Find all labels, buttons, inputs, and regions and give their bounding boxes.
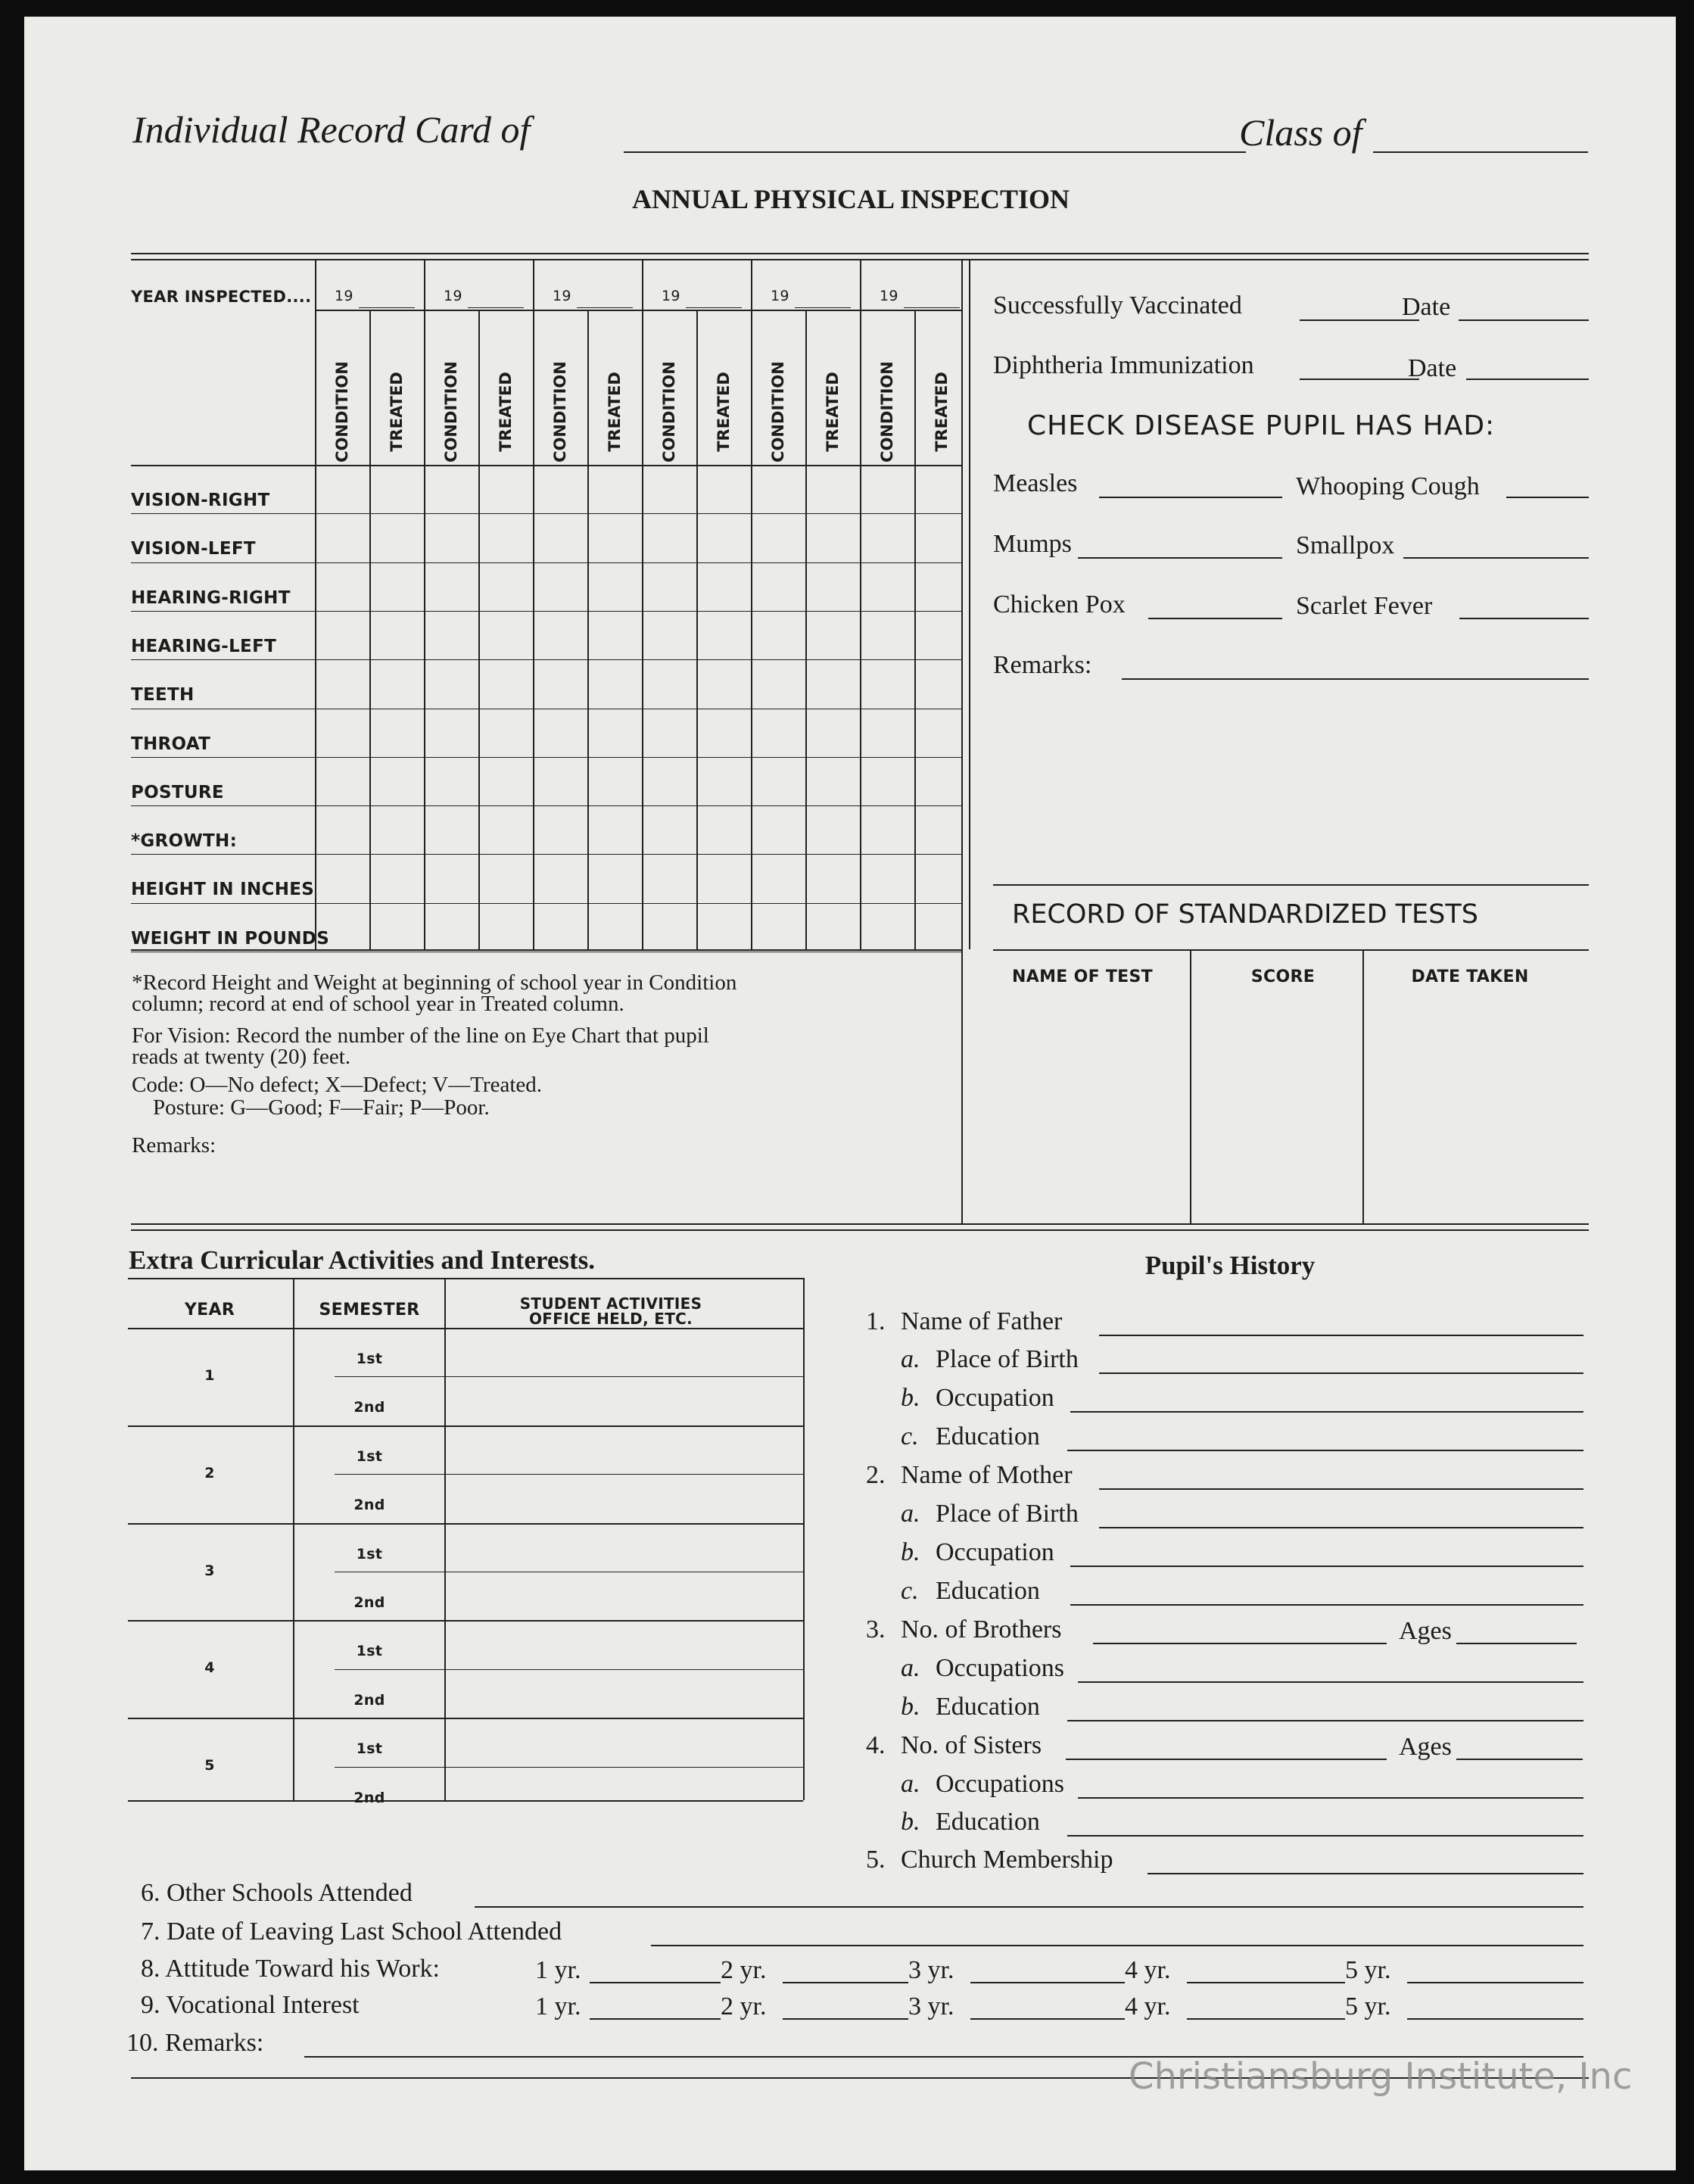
activity-cell-1-2[interactable]: [471, 1381, 789, 1420]
activity-cell-5-2[interactable]: [471, 1771, 789, 1811]
class-label: Class of: [1239, 111, 1362, 154]
history-line-11[interactable]: [1067, 1720, 1583, 1721]
middle-rule: [131, 1223, 1589, 1225]
semester-4-2: 2nd: [353, 1691, 385, 1709]
history-num-10: a.: [901, 1654, 920, 1682]
year-label-9-3: 3 yr.: [908, 1992, 954, 2020]
col-office-held: OFFICE HELD, ETC.: [528, 1310, 693, 1328]
row-label-hearing-right: HEARING-RIGHT: [131, 587, 291, 608]
year-label-8-2: 2 yr.: [721, 1956, 767, 1984]
history-line-7[interactable]: [1070, 1566, 1583, 1567]
history-heading: Pupil's History: [1144, 1251, 1316, 1280]
treated-header: TREATED: [933, 372, 951, 452]
treated-header: TREATED: [606, 372, 624, 452]
bottom-item-8: 8. Attitude Toward his Work:: [141, 1955, 441, 1983]
semester-3-2: 2nd: [353, 1594, 385, 1611]
chicken-pox-line[interactable]: [1148, 618, 1282, 619]
col-year: YEAR: [184, 1301, 235, 1319]
attitude-line-9-3[interactable]: [970, 2018, 1125, 2020]
disease-smallpox: Smallpox: [1296, 531, 1395, 559]
history-item-place-of-birth: Place of Birth: [936, 1500, 1079, 1528]
year-inspected-label: YEAR INSPECTED....: [131, 288, 312, 306]
semester-2-2: 2nd: [353, 1497, 385, 1514]
history-num-11: b.: [901, 1693, 920, 1721]
year-4: 4: [204, 1659, 215, 1677]
top-rule: [131, 253, 1589, 254]
condition-header: CONDITION: [878, 361, 896, 463]
student-name-line[interactable]: [624, 151, 1246, 153]
bottom-item-9: 9. Vocational Interest: [141, 1991, 360, 2019]
history-line-9[interactable]: [1093, 1643, 1387, 1644]
ages-label: Ages: [1399, 1617, 1452, 1645]
semester-5-2: 2nd: [353, 1789, 385, 1806]
disease-whooping-cough: Whooping Cough: [1296, 472, 1480, 500]
year-5-line[interactable]: [795, 307, 851, 308]
semester-1-2: 2nd: [353, 1399, 385, 1416]
attitude-line-8-2[interactable]: [783, 1982, 908, 1983]
row-label-weight-in-pounds: WEIGHT IN POUNDS: [131, 928, 330, 949]
activity-cell-4-2[interactable]: [471, 1674, 789, 1713]
activities-heading: Extra Curricular Activities and Interests.: [129, 1245, 596, 1275]
activity-cell-3-2[interactable]: [471, 1576, 789, 1615]
ages-line-12[interactable]: [1456, 1759, 1583, 1760]
semester-4-1: 1st: [356, 1643, 383, 1660]
treated-header: TREATED: [715, 372, 733, 452]
scarlet-fever-line[interactable]: [1459, 618, 1589, 619]
attitude-line-8-4[interactable]: [1187, 1982, 1345, 1983]
activity-cell-2-2[interactable]: [471, 1478, 789, 1518]
vaccinated-date-line[interactable]: [1459, 319, 1589, 321]
condition-header: CONDITION: [769, 361, 787, 463]
disease-mumps: Mumps: [993, 530, 1072, 558]
history-item-education: Education: [936, 1422, 1040, 1450]
attitude-line-8-3[interactable]: [970, 1982, 1125, 1983]
condition-header: CONDITION: [442, 361, 460, 463]
condition-header: CONDITION: [551, 361, 569, 463]
attitude-line-9-5[interactable]: [1407, 2018, 1583, 2020]
condition-header: CONDITION: [660, 361, 678, 463]
activity-cell-1-1[interactable]: [471, 1332, 789, 1372]
activity-cell-2-1[interactable]: [471, 1430, 789, 1469]
vaccinated-date-label: Date: [1402, 293, 1451, 321]
history-num-14: b.: [901, 1808, 920, 1836]
attitude-line-9-1[interactable]: [590, 2018, 721, 2020]
mumps-line[interactable]: [1078, 557, 1282, 559]
history-line-5[interactable]: [1099, 1488, 1583, 1490]
history-item-name-of-mother: Name of Mother: [901, 1461, 1073, 1489]
year-label-9-2: 2 yr.: [721, 1992, 767, 2020]
diphtheria-date-label: Date: [1408, 354, 1457, 382]
row-label-throat: THROAT: [131, 734, 211, 754]
inspection-heading: ANNUAL PHYSICAL INSPECTION: [631, 184, 1070, 214]
history-line-4[interactable]: [1067, 1450, 1583, 1451]
condition-header: CONDITION: [333, 361, 351, 463]
immunization-remarks-line[interactable]: [1122, 678, 1589, 680]
ages-line-9[interactable]: [1456, 1643, 1577, 1644]
history-line-1[interactable]: [1099, 1335, 1583, 1336]
attitude-line-9-4[interactable]: [1187, 2018, 1345, 2020]
disease-heading: CHECK DISEASE PUPIL HAS HAD:: [1027, 410, 1496, 441]
history-line-8[interactable]: [1070, 1604, 1583, 1606]
col-date-taken: DATE TAKEN: [1411, 967, 1529, 986]
col-semester: SEMESTER: [319, 1301, 420, 1319]
year-label-9-5: 5 yr.: [1345, 1992, 1391, 2020]
diphtheria-label: Diphtheria Immunization: [993, 351, 1254, 379]
attitude-line-8-1[interactable]: [590, 1982, 721, 1983]
row-label-hearing-left: HEARING-LEFT: [131, 636, 277, 656]
semester-5-1: 1st: [356, 1740, 383, 1758]
history-item-occupations: Occupations: [936, 1654, 1064, 1682]
tests-heading: RECORD OF STANDARDIZED TESTS: [1012, 899, 1478, 930]
whooping-cough-line[interactable]: [1506, 497, 1589, 498]
history-line-12[interactable]: [1066, 1759, 1387, 1760]
year-label-8-1: 1 yr.: [535, 1956, 581, 1984]
history-line-6[interactable]: [1099, 1527, 1583, 1528]
year-label-9-1: 1 yr.: [535, 1992, 581, 2020]
history-num-2: a.: [901, 1345, 920, 1373]
history-item-no-of-brothers: No. of Brothers: [901, 1615, 1062, 1643]
activity-cell-3-1[interactable]: [471, 1528, 789, 1567]
row-label-vision-left: VISION-LEFT: [131, 539, 256, 559]
row-label-vision-right: VISION-RIGHT: [131, 491, 270, 510]
year-6-prefix: 19: [880, 288, 898, 304]
year-2-line[interactable]: [468, 307, 524, 308]
year-1: 1: [204, 1367, 215, 1384]
history-num-1: 1.: [866, 1307, 886, 1335]
history-item-occupation: Occupation: [936, 1384, 1054, 1412]
semester-3-1: 1st: [356, 1545, 383, 1562]
attitude-line-9-2[interactable]: [783, 2018, 908, 2020]
year-2-prefix: 19: [444, 288, 462, 304]
history-line-3[interactable]: [1070, 1411, 1583, 1413]
bottom-item-10: 10. Remarks:: [126, 2029, 264, 2057]
year-4-prefix: 19: [662, 288, 680, 304]
history-num-12: 4.: [866, 1731, 886, 1759]
col-student-activities: STUDENT ACTIVITIES: [519, 1295, 702, 1313]
bottom-line-7[interactable]: [651, 1945, 1583, 1946]
year-5: 5: [204, 1757, 215, 1774]
history-line-2[interactable]: [1099, 1372, 1583, 1374]
diphtheria-date-line[interactable]: [1466, 379, 1589, 380]
vaccinated-label: Successfully Vaccinated: [993, 291, 1242, 319]
history-item-place-of-birth: Place of Birth: [936, 1345, 1079, 1373]
history-num-3: b.: [901, 1384, 920, 1412]
history-num-5: 2.: [866, 1461, 886, 1489]
history-num-13: a.: [901, 1770, 920, 1798]
year-label-9-4: 4 yr.: [1125, 1992, 1171, 2020]
ages-label: Ages: [1399, 1733, 1452, 1761]
class-line[interactable]: [1373, 151, 1588, 153]
year-1-prefix: 19: [335, 288, 353, 304]
year-5-prefix: 19: [771, 288, 789, 304]
history-item-education: Education: [936, 1808, 1040, 1836]
disease-scarlet-fever: Scarlet Fever: [1296, 592, 1433, 620]
history-line-10[interactable]: [1078, 1681, 1583, 1683]
history-num-4: c.: [901, 1422, 919, 1450]
row-label-teeth: TEETH: [131, 685, 195, 706]
activity-cell-5-1[interactable]: [471, 1722, 789, 1762]
disease-chicken-pox: Chicken Pox: [993, 590, 1126, 618]
bottom-item-6: 6. Other Schools Attended: [141, 1879, 413, 1907]
history-line-15[interactable]: [1147, 1873, 1583, 1874]
immunization-remarks-label: Remarks:: [993, 651, 1092, 679]
measles-line[interactable]: [1099, 497, 1282, 498]
history-num-7: b.: [901, 1538, 920, 1566]
watermark: Christiansburg Institute, Inc: [1129, 2055, 1633, 2098]
history-item-church-membership: Church Membership: [901, 1846, 1113, 1874]
row-label-growth: *GROWTH:: [131, 831, 238, 852]
year-6-line[interactable]: [904, 307, 960, 308]
center-divider: [961, 259, 963, 1223]
year-3: 3: [204, 1562, 215, 1579]
history-num-15: 5.: [866, 1846, 886, 1874]
smallpox-line[interactable]: [1403, 557, 1589, 559]
year-4-line[interactable]: [686, 307, 742, 308]
history-line-14[interactable]: [1067, 1835, 1583, 1837]
year-2: 2: [204, 1464, 215, 1481]
year-3-line[interactable]: [577, 307, 633, 308]
treated-header: TREATED: [388, 372, 406, 452]
history-num-6: a.: [901, 1500, 920, 1528]
card-title: Individual Record Card of: [132, 108, 531, 151]
row-label-height-in-inches: HEIGHT IN INCHES: [131, 880, 315, 900]
year-label-8-3: 3 yr.: [908, 1956, 954, 1984]
semester-1-1: 1st: [356, 1351, 383, 1367]
bottom-line-6[interactable]: [475, 1906, 1583, 1908]
col-name-of-test: NAME OF TEST: [1012, 967, 1153, 986]
history-item-occupations: Occupations: [936, 1770, 1064, 1798]
bottom-item-7: 7. Date of Leaving Last School Attended: [141, 1918, 562, 1946]
row-label-posture: POSTURE: [131, 782, 224, 802]
history-num-8: c.: [901, 1577, 919, 1605]
year-label-8-4: 4 yr.: [1125, 1956, 1171, 1984]
year-1-line[interactable]: [359, 307, 415, 308]
history-item-education: Education: [936, 1693, 1040, 1721]
history-item-education: Education: [936, 1577, 1040, 1605]
attitude-line-8-5[interactable]: [1407, 1982, 1583, 1983]
year-label-8-5: 5 yr.: [1345, 1956, 1391, 1984]
year-3-prefix: 19: [553, 288, 571, 304]
history-num-9: 3.: [866, 1615, 886, 1643]
treated-header: TREATED: [497, 372, 515, 452]
history-item-name-of-father: Name of Father: [901, 1307, 1063, 1335]
diphtheria-line[interactable]: [1300, 379, 1419, 380]
record-card-page: Individual Record Card of Class of ANNUAL PHYSICAL INSPECTION YEAR INSPECTED.... 19 19 19 19 19 19 CONDITION TREATED CONDITION TREATED CONDITION TREATED CONDITION TREATED CONDITION TREATED CONDITION TREATED VISION-RIGHT VISION-LEFT HEARING-RIGHT HEARING-LEFT TEETH THROAT POSTURE *GROWTH: HEIGHT IN INCHES WEIGHT IN POUNDS *Record Height and Weight at beginning of school year in Condition column; record at end of school year in Treated column. For Vision: Record the number of the line on Eye Chart that pupil reads at twenty (20) feet. Code: O—No defect; X—Defect; V—Treated. Posture: G—Good; F—Fair; P—Poor. Remarks: Successfully Vaccinated Date Diphtheria Immunization Date CHECK DISEASE PUPIL HAS HAD: Measles Whooping Cough Mumps Smallpox Chicken Pox Scarlet Fever Remarks: RECORD OF STANDARDIZED TESTS NAME OF TEST SCORE DATE TAKEN Extra Curricular Activities and Interests. YEAR SEMESTER STUDENT ACTIVITIES OFFICE HELD, ETC. 1st 1 2nd 1st 2 2nd 1st 3 2nd 1st 4 2nd 1st 5 2nd Pupil's History 1. Name of Father a. Place of Birth b. Occupation c. Education 2. Name of Mother a. Place of Birth b. Occupation c. Education 3. No. of Brothers Ages a. Occupations b. Education 4. No. of Sisters Ages a. Occupations b. Education 5. Church Membership 6. Other Schools Attended 7. Date of Leaving Last School Attended 8. Attitude Toward his Work: 1 yr. 2 yr. 3 yr. 4 yr. 5 yr. 9. Vocational Interest 1 yr. 2 yr. 3 yr. 4 yr. 5 yr. 10. Remarks: Christiansburg Institute, Inc: [24, 17, 1676, 2170]
history-line-13[interactable]: [1078, 1797, 1583, 1799]
history-item-no-of-sisters: No. of Sisters: [901, 1731, 1042, 1759]
activity-cell-4-1[interactable]: [471, 1625, 789, 1664]
col-score: SCORE: [1250, 967, 1316, 986]
disease-measles: Measles: [993, 469, 1078, 497]
treated-header: TREATED: [824, 372, 842, 452]
history-item-occupation: Occupation: [936, 1538, 1054, 1566]
semester-2-1: 1st: [356, 1447, 383, 1465]
